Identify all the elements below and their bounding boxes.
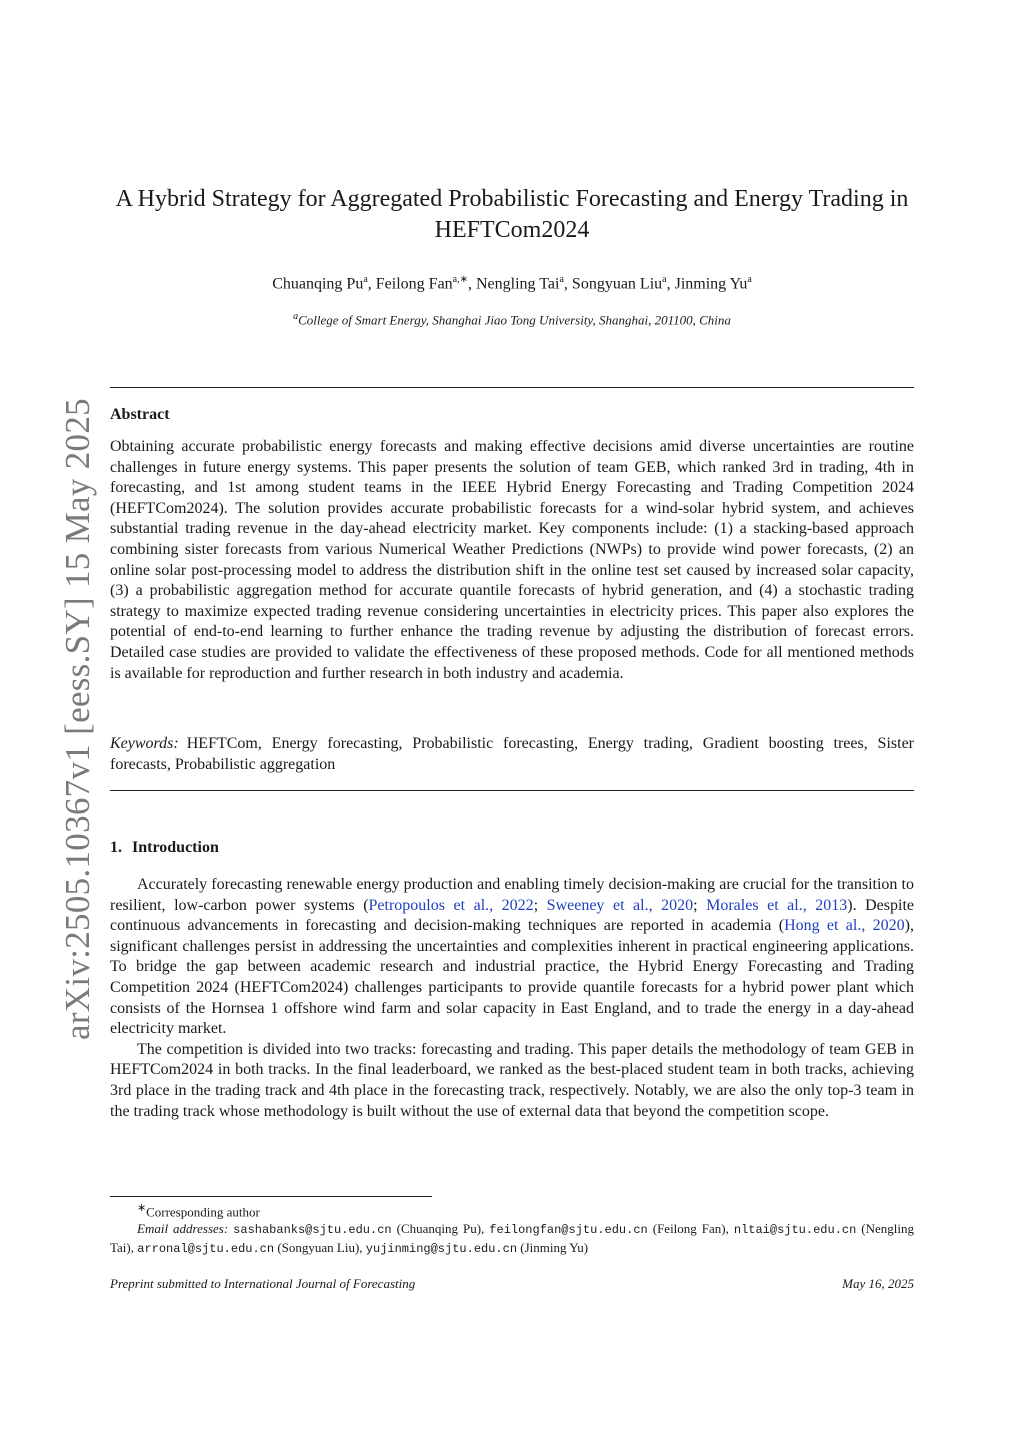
email-addresses: Email addresses: sashabanks@sjtu.edu.cn (Chuanqing Pu), feilongfan@sjtu.edu.cn (Feilong Fan), nltai@sjtu.edu.cn (Nengling Tai), arronal@sjtu.edu.cn (Songyuan Liu), yujinming@sjtu.edu.cn (Jinming Yu) [110,1221,915,1257]
email-link[interactable]: feilongfan@sjtu.edu.cn [489,1223,648,1238]
author-affil-mark: a [363,274,368,285]
citation-link[interactable]: Morales et al., 2013 [706,896,848,914]
citation-link[interactable]: Sweeney et al., 2020 [546,896,694,914]
intro-text-span: ), significant challenges persist in addressing the uncertainties and complexities inherent in practical engineering applications. To bridge the gap between academic research and industrial practice, the Hybrid Energy Forecasting and Trading Competition 2024 (HEFTCom2024) challenges participants to provide quantile forecasts for a hybrid power plant which consists of the Hornsea 1 offshore wind farm and solar capacity in East England, and to trade the energy in a day-ahead electricity market. [110,917,914,1038]
section-number: 1. [110,839,122,856]
author-list: Chuanqing Pu$^a$, Feilong Fan$^{a,∗}$, Nengling Tai$^a$, Songyuan Liu$^a$, Jinming Yu$^a$ [272,274,752,293]
arxiv-sidebar-stamp: arXiv:2505.10367v1 [eess.SY] 15 May 2025 [58,398,97,1040]
footnote-rule [110,1196,432,1197]
paper-title: A Hybrid Strategy for Aggregated Probabilistic Forecasting and Energy Trading in HEFTCom2024 [115,186,909,243]
email-label: Email addresses: [137,1221,229,1237]
author-affil-mark: a [559,274,564,285]
author-name: Songyuan Liu [571,275,663,293]
email-owner: (Songyuan Liu) [277,1240,360,1256]
author-affil-mark: a [747,274,752,285]
intro-paragraph-1 [110,875,914,1040]
section-heading [110,839,219,857]
date-footer: May 16, 2025 [842,1276,914,1291]
keywords [110,734,914,775]
introduction-body [110,875,914,1122]
author-affil-mark: a,∗ [452,274,468,285]
intro-paragraph-2: The competition is divided into two tracks: forecasting and trading. This paper details the methodology of team GEB in HEFTCom2024 in both tracks. In the final leaderboard, we ranked as the best-placed student team in both tracks, achieving 3rd place in the trading track and 4th place in the forecasting track, respectively. Notably, we are also the only top-3 team in the trading track whose methodology is built without the use of external data that beyond the competition scope. [110,1040,914,1120]
email-owner: (Feilong Fan) [652,1221,726,1237]
corresponding-mark: ∗ [137,1202,147,1214]
abstract-bottom-rule [110,790,914,791]
corresponding-text: Corresponding author [146,1204,260,1220]
email-link[interactable]: sashabanks@sjtu.edu.cn [233,1223,392,1238]
email-owner: (Nengling Tai) [110,1221,915,1256]
journal-footer: Preprint submitted to International Journal of Forecasting [110,1276,416,1291]
abstract-heading: Abstract [110,406,170,423]
author-name: Jinming Yu [674,275,748,293]
email-owner: (Jinming Yu) [520,1240,589,1256]
keywords-text: HEFTCom, Energy forecasting, Probabilistic forecasting, Energy trading, Gradient boosting trees, Sister forecasts, Probabilistic aggregation [110,735,914,773]
citation-separator: ; [693,896,707,914]
abstract-body: Obtaining accurate probabilistic energy forecasts and making effective decisions amid diverse uncertainties are routine challenges in future energy systems. This paper presents the solution of team GEB, which ranked 3rd in trading, 4th in forecasting, and 1st among student teams in the IEEE Hybrid Energy Forecasting and Trading Competition 2024 (HEFTCom2024). The solution provides accurate probabilistic forecasts for a wind-solar hybrid system, and achieves substantial trading revenue in the day-ahead electricity market. Key components include: (1) a stacking-based approach combining sister forecasts from various Numerical Weather Predictions (NWPs) to provide wind power forecasts, (2) an online solar post-processing model to address the distribution shift in the online test set caused by increased solar capacity, (3) a probabilistic aggregation method for accurate quantile forecasts of hybrid generation, and (4) a stochastic trading strategy to maximize expected trading revenue considering uncertainties in electricity prices. This paper also explores the potential of end-to-end learning to further enhance the trading revenue by adjusting the distribution of forecast errors. Detailed case studies are provided to validate the effectiveness of these proposed methods. Code for all mentioned methods is available for reproduction and further research in both industry and academia. [110,438,914,682]
intro-text-span: ). Despite continuous advancements in forecasting and decision-making techniques are reported in academia ( [110,896,915,935]
abstract-top-rule [110,387,914,388]
author-affil-mark: a [662,274,667,285]
author-name: Chuanqing Pu [272,275,364,293]
footnotes [110,1200,914,1258]
keywords-label: Keywords: [110,735,179,752]
affiliation [110,311,914,328]
email-link[interactable]: yujinming@sjtu.edu.cn [365,1242,518,1257]
section-title: Introduction [132,839,219,856]
affiliation-mark: a [293,311,299,322]
citation-link[interactable]: Hong et al., 2020 [784,917,905,935]
citation-link[interactable]: Petropoulos et al., 2022 [368,896,534,914]
email-owner: (Chuanqing Pu) [396,1221,482,1237]
email-link[interactable]: arronal@sjtu.edu.cn [137,1242,275,1257]
affiliation-text: College of Smart Energy, Shanghai Jiao Tong University, Shanghai, 201100, China [298,312,731,328]
author-name: Nengling Tai [476,275,560,293]
intro-text-span: Accurately forecasting renewable energy production and enabling timely decision-making are crucial for the transition to resilient, low-carbon power systems ( [110,876,914,914]
author-name: Feilong Fan [375,275,453,293]
corresponding-author-note [110,1200,914,1220]
citation-separator: ; [533,896,547,914]
email-link[interactable]: nltai@sjtu.edu.cn [733,1223,857,1238]
